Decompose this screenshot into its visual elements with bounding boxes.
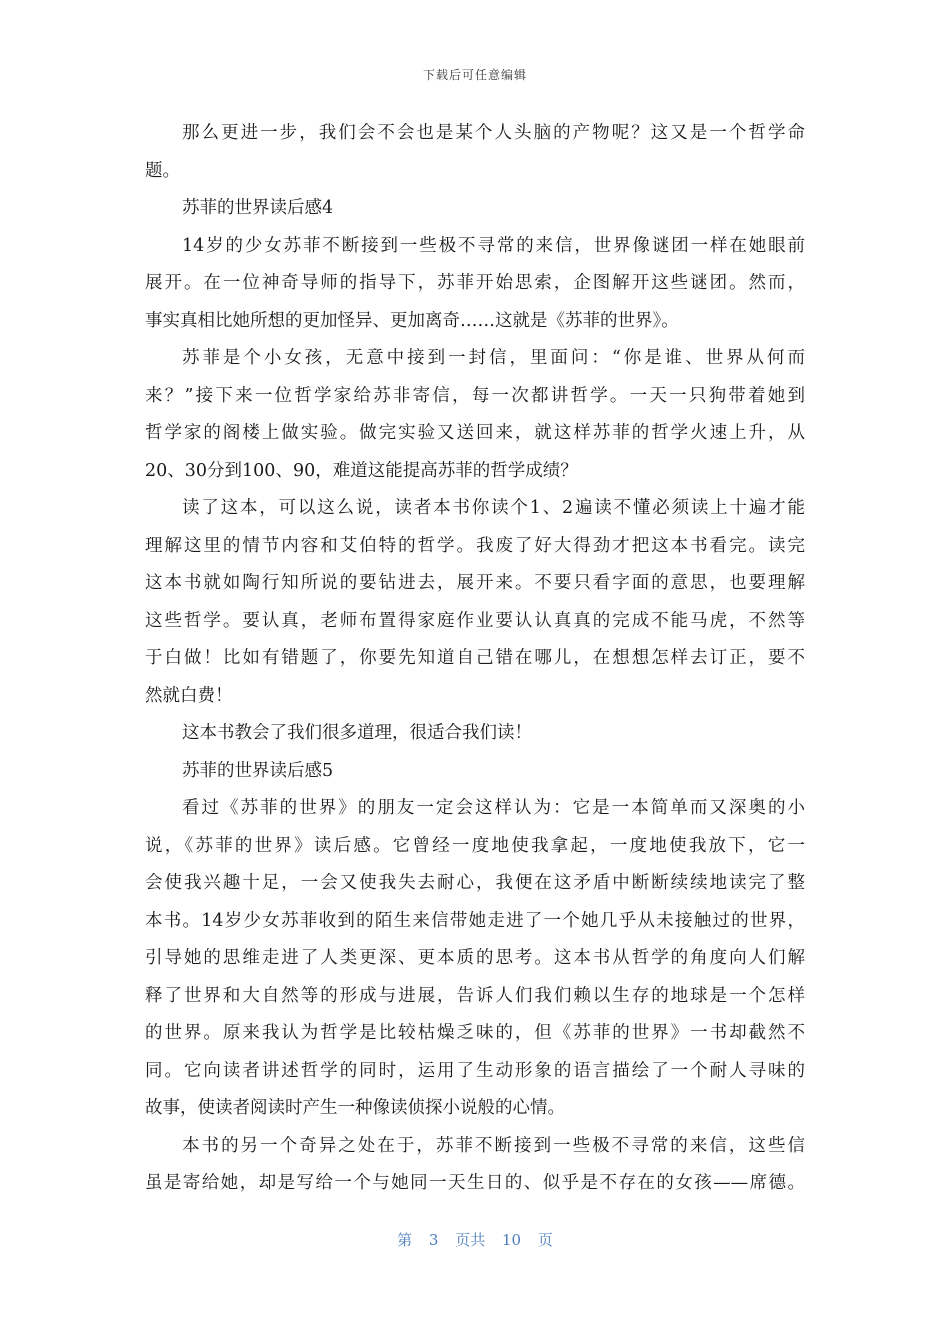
page-number: 3 xyxy=(428,1231,439,1249)
text-line: 14岁的少女苏菲不断接到一些极不寻常的来信，世界像谜团一样在她眼前 xyxy=(182,235,805,256)
text-line: 然就白费！ xyxy=(145,685,233,706)
text-line: 苏菲是个小女孩，无意中接到一封信，里面问：“你是谁、世界从何而 xyxy=(182,348,805,368)
text-line: 看过《苏菲的世界》的朋友一定会这样认为：它是一本简单而又深奥的小 xyxy=(182,798,805,818)
page-header: 下载后可任意编辑 xyxy=(422,68,527,82)
page-footer xyxy=(0,1229,950,1250)
text-line: 来？”接下来一位哲学家给苏非寄信，每一次都讲哲学。一天一只狗带着她到 xyxy=(145,385,805,406)
page-suffix: 页 xyxy=(537,1231,553,1249)
text-line: 理解这里的情节内容和艾伯特的哲学。我废了好大得劲才把这本书看完。读完 xyxy=(145,535,805,556)
text-line: 20、30分到100、90，难道这能提高苏菲的哲学成绩？ xyxy=(145,460,578,481)
text-line: 这本书教会了我们很多道理，很适合我们读！ xyxy=(182,723,532,743)
text-line: 哲学家的阁楼上做实验。做完实验又送回来，就这样苏菲的哲学火速上升，从 xyxy=(145,423,805,443)
total-label: 页共 xyxy=(455,1231,486,1249)
text-line: 本书。14岁少女苏菲收到的陌生来信带她走进了一个她几乎从未接触过的世界， xyxy=(145,910,805,931)
text-line: 于白做！比如有错题了，你要先知道自己错在哪儿，在想想怎样去订正，要不 xyxy=(145,648,805,668)
text-line: 题。 xyxy=(145,160,180,181)
text-line: 会使我兴趣十足，一会又使我失去耐心，我便在这矛盾中断断续续地读完了整 xyxy=(145,873,805,893)
text-line: 故事，使读者阅读时产生一种像读侦探小说般的心情。 xyxy=(145,1098,565,1118)
text-line: 这些哲学。要认真，老师布置得家庭作业要认认真真的完成不能马虎，不然等 xyxy=(145,610,805,631)
text-line: 释了世界和大自然等的形成与进展，告诉人们我们赖以生存的地球是一个怎样 xyxy=(145,985,805,1006)
text-line: 读了这本，可以这么说，读者本书你读个1、2遍读不懂必须读上十遍才能 xyxy=(182,498,805,518)
text-line: 这本书就如陶行知所说的要钻进去，展开来。不要只看字面的意思，也要理解 xyxy=(145,573,805,593)
text-line: 事实真相比她所想的更加怪异、更加离奇……这就是《苏菲的世界》。 xyxy=(145,310,679,331)
text-line: 同。它向读者讲述哲学的同时，运用了生动形象的语言描绘了一个耐人寻味的 xyxy=(145,1060,805,1081)
text-line: 展开。在一位神奇导师的指导下，苏菲开始思索，企图解开这些谜团。然而， xyxy=(145,273,805,293)
text-line: 那么更进一步，我们会不会也是某个人头脑的产物呢？这又是一个哲学命 xyxy=(182,123,805,143)
page-label: 第 xyxy=(397,1231,413,1249)
document-body xyxy=(145,115,805,1203)
text-line: 虽是寄给她，却是写给一个与她同一天生日的、似乎是不存在的女孩——席德。 xyxy=(145,1173,805,1193)
text-line: 本书的另一个奇异之处在于，苏菲不断接到一些极不寻常的来信，这些信 xyxy=(182,1135,805,1156)
total-pages: 10 xyxy=(502,1231,522,1249)
text-line: 苏菲的世界读后感4 xyxy=(182,198,334,218)
text-line: 的世界。原来我认为哲学是比较枯燥乏味的，但《苏菲的世界》一书却截然不 xyxy=(145,1023,805,1043)
text-line: 苏菲的世界读后感5 xyxy=(182,760,334,781)
text-line: 说，《苏菲的世界》读后感。它曾经一度地使我拿起，一度地使我放下，它一 xyxy=(145,835,805,856)
text-line: 引导她的思维走进了人类更深、更本质的思考。这本书从哲学的角度向人们解 xyxy=(145,948,805,968)
